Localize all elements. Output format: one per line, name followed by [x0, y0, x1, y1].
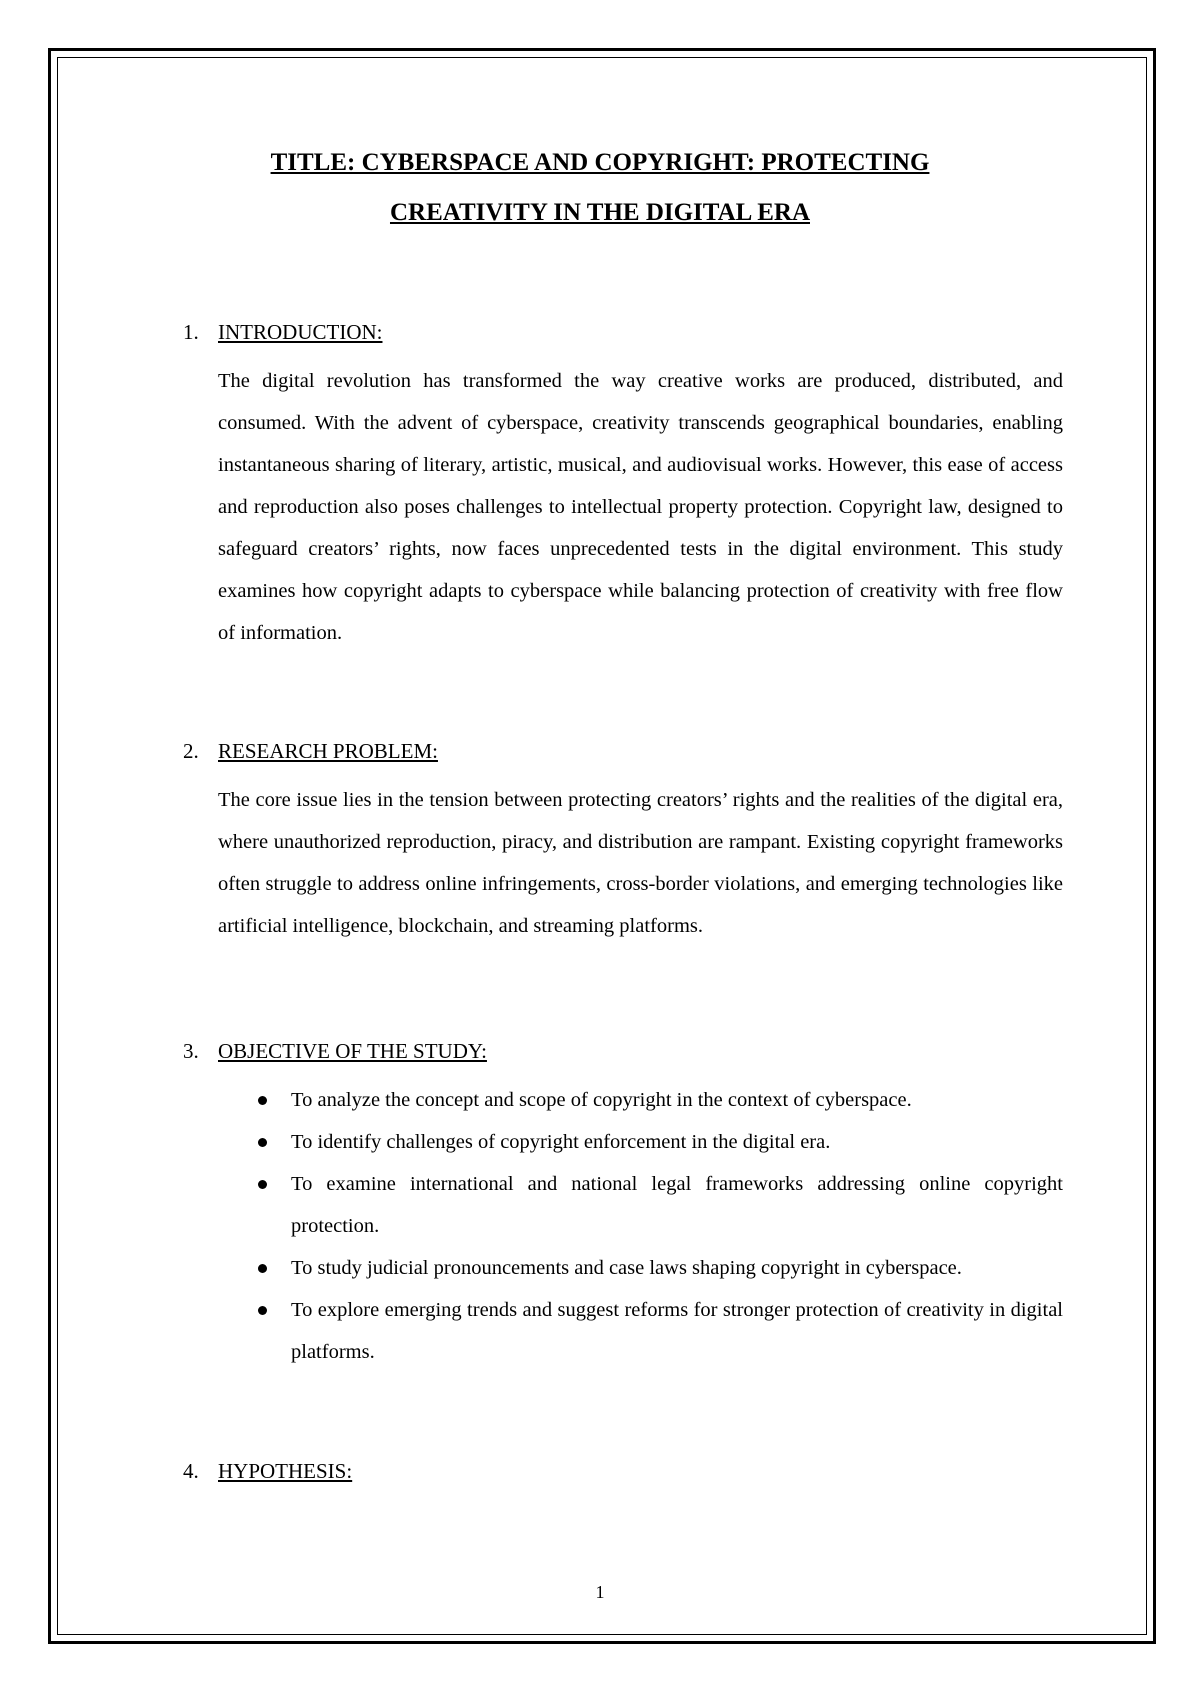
section-heading [183, 1037, 1063, 1065]
section-heading [183, 737, 1063, 765]
section-introduction [183, 318, 1063, 654]
list-item-text: To identify challenges of copyright enforcement in the digital era. [291, 1131, 831, 1153]
list-item [218, 1079, 1063, 1121]
list-item-text: To study judicial pronouncements and case laws shaping copyright in cyberspace. [291, 1257, 962, 1279]
section-number: 2. [183, 739, 199, 763]
section-number: 1. [183, 320, 199, 344]
list-item-text: To examine international and national legal frameworks addressing online copyright protection. [291, 1173, 1063, 1237]
section-heading-label: OBJECTIVE OF THE STUDY: [218, 1039, 487, 1063]
document-title-line-2: CREATIVITY IN THE DIGITAL ERA [389, 199, 810, 226]
section-hypothesis [183, 1457, 1063, 1485]
page-number: 1 [595, 1582, 605, 1602]
section-number: 4. [183, 1459, 199, 1483]
bullet-icon [258, 1306, 267, 1315]
section-number: 3. [183, 1039, 199, 1063]
section-heading [183, 1457, 1063, 1485]
list-item [218, 1247, 1063, 1289]
list-item-text: To explore emerging trends and suggest reforms for stronger protection of creativity in digital platforms. [291, 1299, 1063, 1363]
section-research-problem [183, 737, 1063, 947]
list-item [218, 1121, 1063, 1163]
list-item [218, 1163, 1063, 1247]
section-paragraph: The digital revolution has transformed the way creative works are produced, distributed, and consumed. With the advent of cyberspace, creativity transcends geographical boundaries, enabling instantaneous sharing of literary, artistic, musical, and audiovisual works. However, this ease of access and reproduction also poses challenges to intellectual property protection. Copyright law, designed to safeguard creators’ rights, now faces unprecedented tests in the digital environment. This study examines how copyright adapts to cyberspace while balancing protection of creativity with free flow of information. [218, 370, 1063, 644]
bullet-icon [258, 1096, 267, 1105]
section-heading [183, 318, 1063, 346]
list-item-text: To analyze the concept and scope of copyright in the context of cyberspace. [291, 1089, 912, 1111]
section-heading-label: RESEARCH PROBLEM: [218, 739, 438, 763]
bullet-icon [258, 1180, 267, 1189]
section-objective [183, 1037, 1063, 1373]
section-heading-label: INTRODUCTION: [218, 320, 383, 344]
document-title-line-1: TITLE: CYBERSPACE AND COPYRIGHT: PROTECTING [270, 149, 930, 176]
section-heading-label: HYPOTHESIS: [218, 1459, 353, 1483]
objective-list [218, 1079, 1063, 1373]
section-paragraph: The core issue lies in the tension between protecting creators’ rights and the realities of the digital era, where unauthorized reproduction, piracy, and distribution are rampant. Existing copyright frameworks often struggle to address online infringements, cross-border violations, and emerging technologies like artificial intelligence, blockchain, and streaming platforms. [218, 789, 1063, 937]
list-item [218, 1289, 1063, 1373]
bullet-icon [258, 1264, 267, 1273]
bullet-icon [258, 1138, 267, 1147]
